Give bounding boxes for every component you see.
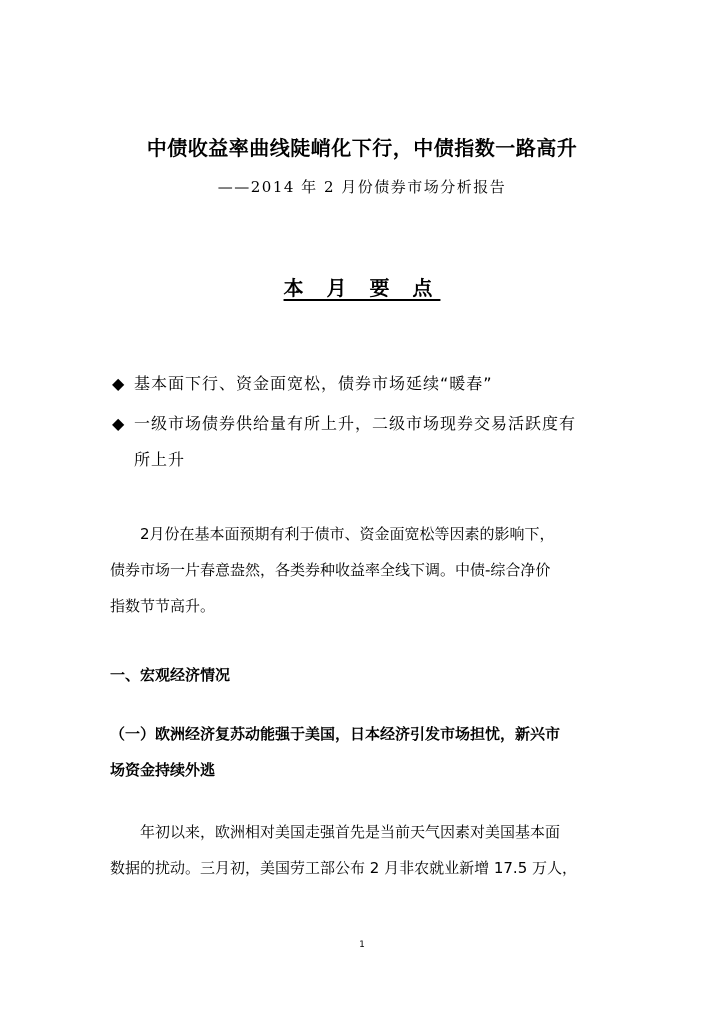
- highlight-item: [112, 366, 632, 402]
- section-paragraph: [110, 814, 614, 886]
- highlight-text: 一级市场债券供给量有所上升，二级市场现券交易活跃度有: [134, 414, 577, 433]
- highlight-text: 基本面下行、资金面宽松，债券市场延续“暖春”: [134, 374, 493, 393]
- diamond-bullet-icon: ◆: [112, 374, 126, 393]
- subsection-heading: [110, 716, 614, 788]
- diamond-bullet-icon: ◆: [112, 414, 126, 433]
- paragraph-line: 2月份在基本面预期有利于债市、资金面宽松等因素的影响下，: [140, 525, 555, 543]
- highlight-item: [112, 406, 632, 442]
- paragraph-line: 指数节节高升。: [110, 597, 216, 615]
- paragraph-line: 数据的扰动。三月初，美国劳工部公布 2 月非农就业新增 17.5 万人，: [110, 859, 578, 877]
- highlight-text: 所上升: [134, 450, 186, 469]
- page-number: 1: [359, 940, 365, 950]
- paragraph-line: 债券市场一片春意盎然，各类券种收益率全线下调。中债-综合净价: [110, 561, 551, 579]
- heading-line: 场资金持续外逃: [110, 761, 216, 779]
- section-heading: 一、宏观经济情况: [110, 666, 231, 684]
- paragraph-line: 年初以来，欧洲相对美国走强首先是当前天气因素对美国基本面: [140, 823, 561, 841]
- highlights-heading: 本 月 要 点: [283, 276, 441, 300]
- report-title: 中债收益率曲线陡峭化下行，中债指数一路高升: [146, 136, 578, 160]
- heading-line: （一）欧洲经济复苏动能强于美国，日本经济引发市场担忧，新兴市: [110, 725, 561, 743]
- report-subtitle: ——2014 年 2 月份债券市场分析报告: [217, 178, 507, 196]
- highlight-item-continued: [112, 442, 632, 478]
- intro-paragraph: [110, 516, 614, 624]
